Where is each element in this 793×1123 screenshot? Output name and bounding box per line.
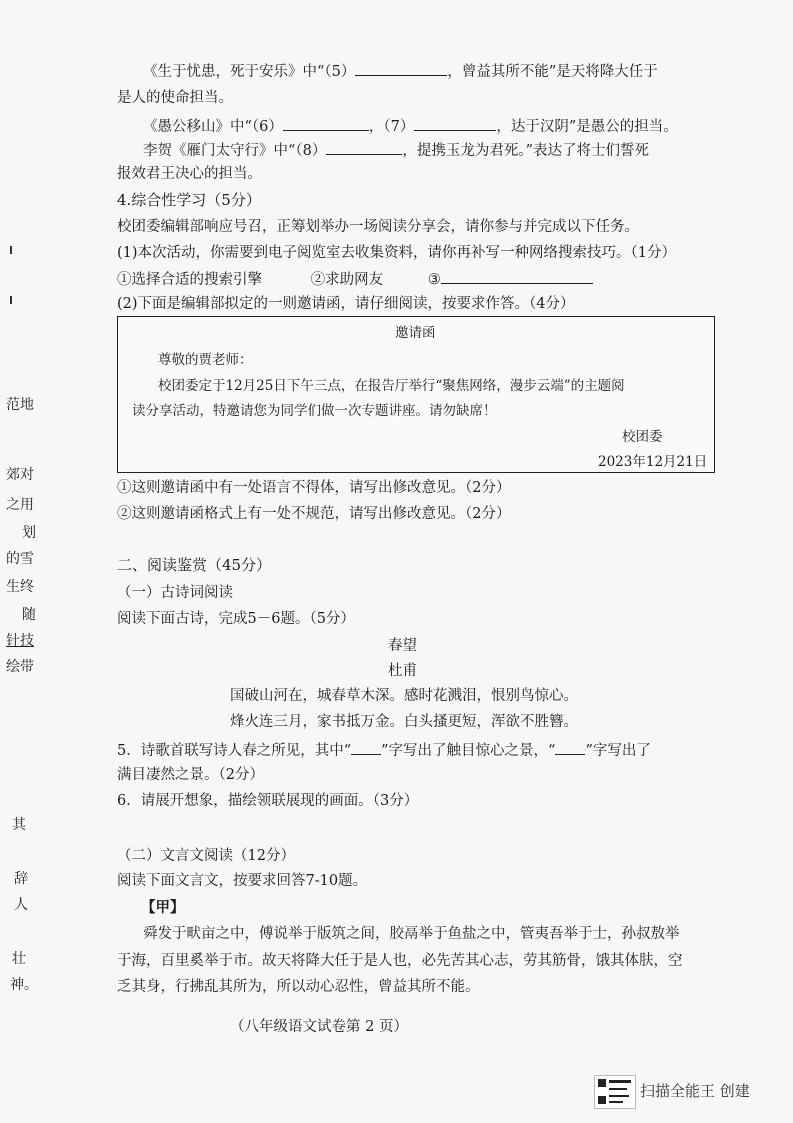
section-4-title: 4.综合性学习（5分） — [117, 191, 261, 209]
part-2-title: 二、阅读鉴赏（45分） — [117, 556, 272, 574]
margin-fragment: 范地 — [6, 397, 34, 413]
answer-blank-6[interactable] — [283, 115, 369, 131]
poem-title: 春望 — [388, 638, 417, 654]
page-footer: （八年级语文试卷第 2 页） — [230, 1019, 408, 1035]
passage-line-3: 乏其身，行拂乱其所为，所以动心忍性，曾益其所不能。 — [117, 979, 480, 995]
fill-in-text: ，（7） — [368, 119, 415, 135]
sub-question-2: ②这则邀请函格式上有一处不规范，请写出修改意见。（2分） — [117, 506, 511, 522]
fill-in-line-3 — [143, 115, 678, 137]
margin-fragment: 神。 — [10, 977, 38, 993]
sub-question-1: ①这则邀请函中有一处语言不得体，请写出修改意见。（2分） — [117, 480, 511, 496]
answer-blank-5[interactable] — [355, 60, 447, 76]
margin-fragment: 人 — [14, 897, 28, 913]
passage-jia-label: 【甲】 — [141, 899, 185, 916]
question-5-text: ”字写出了触目惊心之景，“ — [381, 743, 556, 759]
question-4-1: (1)本次活动，你需要到电子阅览室去收集资料，请你再补写一种网络搜索技巧。（1分） — [117, 245, 677, 261]
fill-in-text: ，提携玉龙为君死。”表达了将士们誓死 — [402, 143, 650, 159]
passage-line-1: 舜发于畎亩之中，傅说举于版筑之间，胶鬲举于鱼盐之中，管夷吾举于士，孙叔敖举 — [143, 926, 680, 942]
margin-fragment: 的雪 — [6, 551, 34, 567]
search-options-row — [117, 268, 593, 290]
fill-in-line-5: 报效君王决心的担当。 — [117, 166, 262, 182]
question-5-text: 5．诗歌首联写诗人春之所见，其中“ — [117, 743, 352, 759]
invitation-body-line-2: 读分享活动，特邀请您为同学们做一次专题讲座。请勿缺席！ — [132, 403, 497, 419]
question-6: 6．请展开想象，描绘领联展现的画面。（3分） — [117, 793, 419, 809]
scanner-watermark-text: 扫描全能王 创建 — [640, 1082, 750, 1100]
fill-in-text: 李贺《雁门太守行》中“（8） — [143, 143, 327, 159]
margin-fragment: 生终 — [6, 579, 34, 595]
margin-fragment: 其 — [12, 817, 26, 833]
poem-section-title: （一）古诗词阅读 — [117, 585, 233, 601]
fill-in-line-1 — [143, 60, 658, 82]
question-4-2: (2)下面是编辑部拟定的一则邀请函，请仔细阅读，按要求作答。（4分） — [117, 296, 575, 312]
option-2: ②求助网友 — [310, 272, 384, 288]
invitation-date: 2023年12月21日 — [598, 454, 708, 470]
poem-line-2: 烽火连三月，家书抵万金。白头搔更短，浑欲不胜簪。 — [230, 714, 578, 730]
fill-in-line-2: 是人的使命担当。 — [117, 90, 233, 106]
invitation-sender: 校团委 — [622, 429, 663, 445]
question-5-line-1 — [117, 739, 651, 761]
scanner-qr-logo — [594, 1075, 636, 1109]
answer-blank-q5-1[interactable] — [351, 739, 381, 755]
fill-in-text: 《愚公移山》中“（6） — [143, 119, 283, 135]
margin-fragment: 辞 — [14, 871, 28, 887]
classical-section-title: （二）文言文阅读（12分） — [117, 848, 295, 864]
fill-in-text: ，曾益其所不能”是天将降大任于 — [447, 64, 658, 80]
poem-line-1: 国破山河在，城春草木深。感时花溅泪，恨别鸟惊心。 — [230, 688, 578, 704]
answer-blank-7[interactable] — [414, 115, 496, 131]
margin-tick — [10, 246, 12, 254]
option-1: ①选择合适的搜索引擎 — [117, 272, 262, 288]
margin-fragment: 针技 — [6, 633, 34, 649]
fill-in-text: 《生于忧患，死于安乐》中“（5） — [143, 64, 356, 80]
classical-instructions: 阅读下面文言文，按要求回答7-10题。 — [117, 873, 368, 889]
invitation-title: 邀请函 — [395, 325, 436, 341]
margin-fragment: 之用 — [6, 497, 34, 513]
answer-blank-8[interactable] — [326, 139, 402, 155]
question-5-line-2: 满目凄然之景。（2分） — [117, 767, 264, 783]
margin-fragment: 郊对 — [6, 467, 34, 483]
poem-author: 杜甫 — [388, 663, 417, 679]
margin-fragment: 壮 — [12, 951, 26, 967]
section-4-intro: 校团委编辑部响应号召，正筹划举办一场阅读分享会，请你参与并完成以下任务。 — [117, 219, 639, 235]
invitation-letter-box — [117, 316, 715, 473]
margin-tick — [10, 296, 12, 304]
option-3: ③ — [427, 272, 441, 288]
fill-in-text: ，达于汉阴”是愚公的担当。 — [496, 119, 678, 135]
answer-blank-search-tip[interactable] — [441, 268, 593, 284]
margin-fragment: 划 — [22, 525, 36, 541]
question-5-text: ”字写出了 — [585, 743, 651, 759]
fill-in-line-4 — [143, 139, 649, 161]
margin-fragment: 绘带 — [6, 659, 34, 675]
answer-blank-q5-2[interactable] — [555, 739, 585, 755]
passage-line-2: 于海，百里奚举于市。故天将降大任于是人也，必先苦其心志，劳其筋骨，饿其体肤，空 — [117, 953, 683, 969]
poem-instructions: 阅读下面古诗，完成5－6题。（5分） — [117, 611, 355, 627]
invitation-body-line-1: 校团委定于12月25日下午三点，在报告厅举行“聚焦网络，漫步云端”的主题阅 — [158, 378, 625, 394]
invitation-greeting: 尊敬的贾老师： — [158, 352, 253, 368]
margin-fragment: 随 — [22, 607, 36, 623]
